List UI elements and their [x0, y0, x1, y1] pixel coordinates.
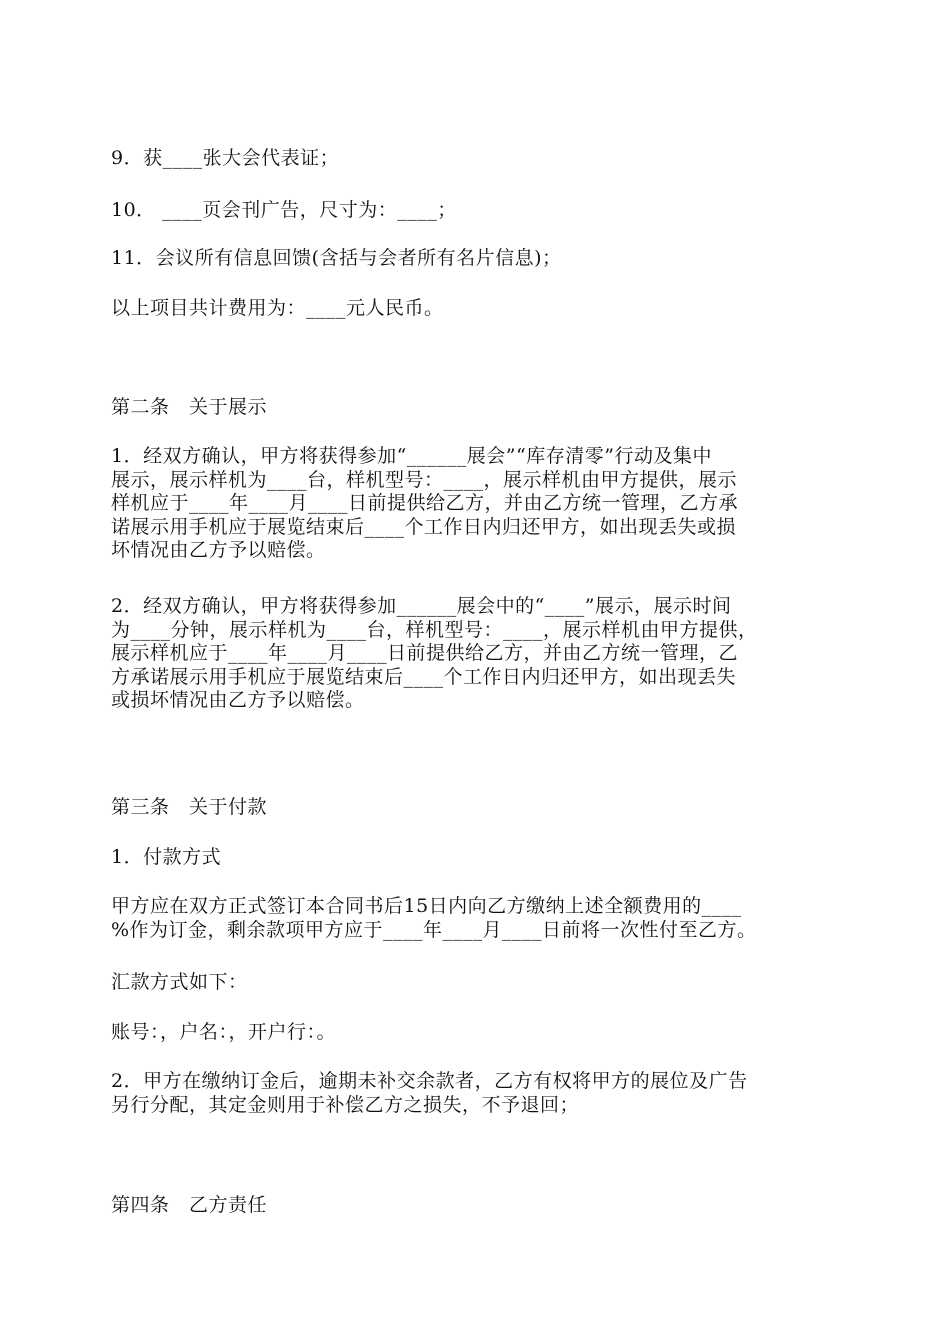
- article-3-paragraph-2: [111, 1070, 846, 1117]
- paragraph-line: %作为订金，剩余款项甲方应于____年____月____日前将一次性付至乙方。: [111, 918, 757, 941]
- article-2-paragraph-1: [111, 445, 846, 563]
- article-4-heading: 第四条 乙方责任: [111, 1194, 268, 1216]
- paragraph-line: 另行分配，其定金则用于补偿乙方之损失，不予退回；: [111, 1093, 580, 1116]
- paragraph-line: 或损坏情况由乙方予以赔偿。: [111, 689, 365, 711]
- account-info: 账号：，户名：，开户行：。: [111, 1021, 337, 1043]
- article-3-heading: 第三条 关于付款: [111, 796, 268, 818]
- article-2-heading: 第二条 关于展示: [111, 396, 268, 418]
- article-3-paragraph-1: [111, 895, 846, 942]
- article-2-paragraph-2: [111, 595, 846, 713]
- item-9: 9．获____张大会代表证；: [111, 147, 340, 169]
- total-fee-line: 以上项目共计费用为：____元人民币。: [111, 297, 444, 319]
- paragraph-line: 方承诺展示用手机应于展览结束后____个工作日内归还甲方，如出现丢失: [111, 665, 737, 688]
- paragraph-line: 为____分钟，展示样机为____台，样机型号：____，展示样机由甲方提供，: [111, 618, 758, 641]
- paragraph-line: 甲方应在双方正式签订本合同书后15日内向乙方缴纳上述全额费用的____: [111, 895, 742, 917]
- paragraph-line: 2．甲方在缴纳订金后，逾期未补交余款者，乙方有权将甲方的展位及广告: [111, 1070, 748, 1092]
- paragraph-line: 诺展示用手机应于展览结束后____个工作日内归还甲方，如出现丢失或损: [111, 515, 737, 538]
- item-10: 10． ____页会刊广告，尺寸为：____；: [111, 199, 457, 221]
- paragraph-line: 展示样机应于____年____月____日前提供给乙方，并由乙方统一管理，乙: [111, 642, 739, 664]
- paragraph-line: 样机应于____年____月____日前提供给乙方，并由乙方统一管理，乙方承: [111, 492, 739, 514]
- paragraph-line: 展示，展示样机为____台，样机型号：____，展示样机由甲方提供，展示: [111, 468, 738, 491]
- item-11: 11．会议所有信息回馈(含括与会者所有名片信息)；: [111, 247, 562, 269]
- paragraph-line: 2．经双方确认，甲方将获得参加______展会中的“____”展示，展示时间: [111, 595, 732, 617]
- paragraph-line: 1．经双方确认，甲方将获得参加“______展会”“库存清零”行动及集中: [111, 445, 712, 467]
- remittance-label: 汇款方式如下：: [111, 971, 248, 993]
- paragraph-line: 坏情况由乙方予以赔偿。: [111, 539, 326, 561]
- payment-method-subheading: 1．付款方式: [111, 846, 222, 868]
